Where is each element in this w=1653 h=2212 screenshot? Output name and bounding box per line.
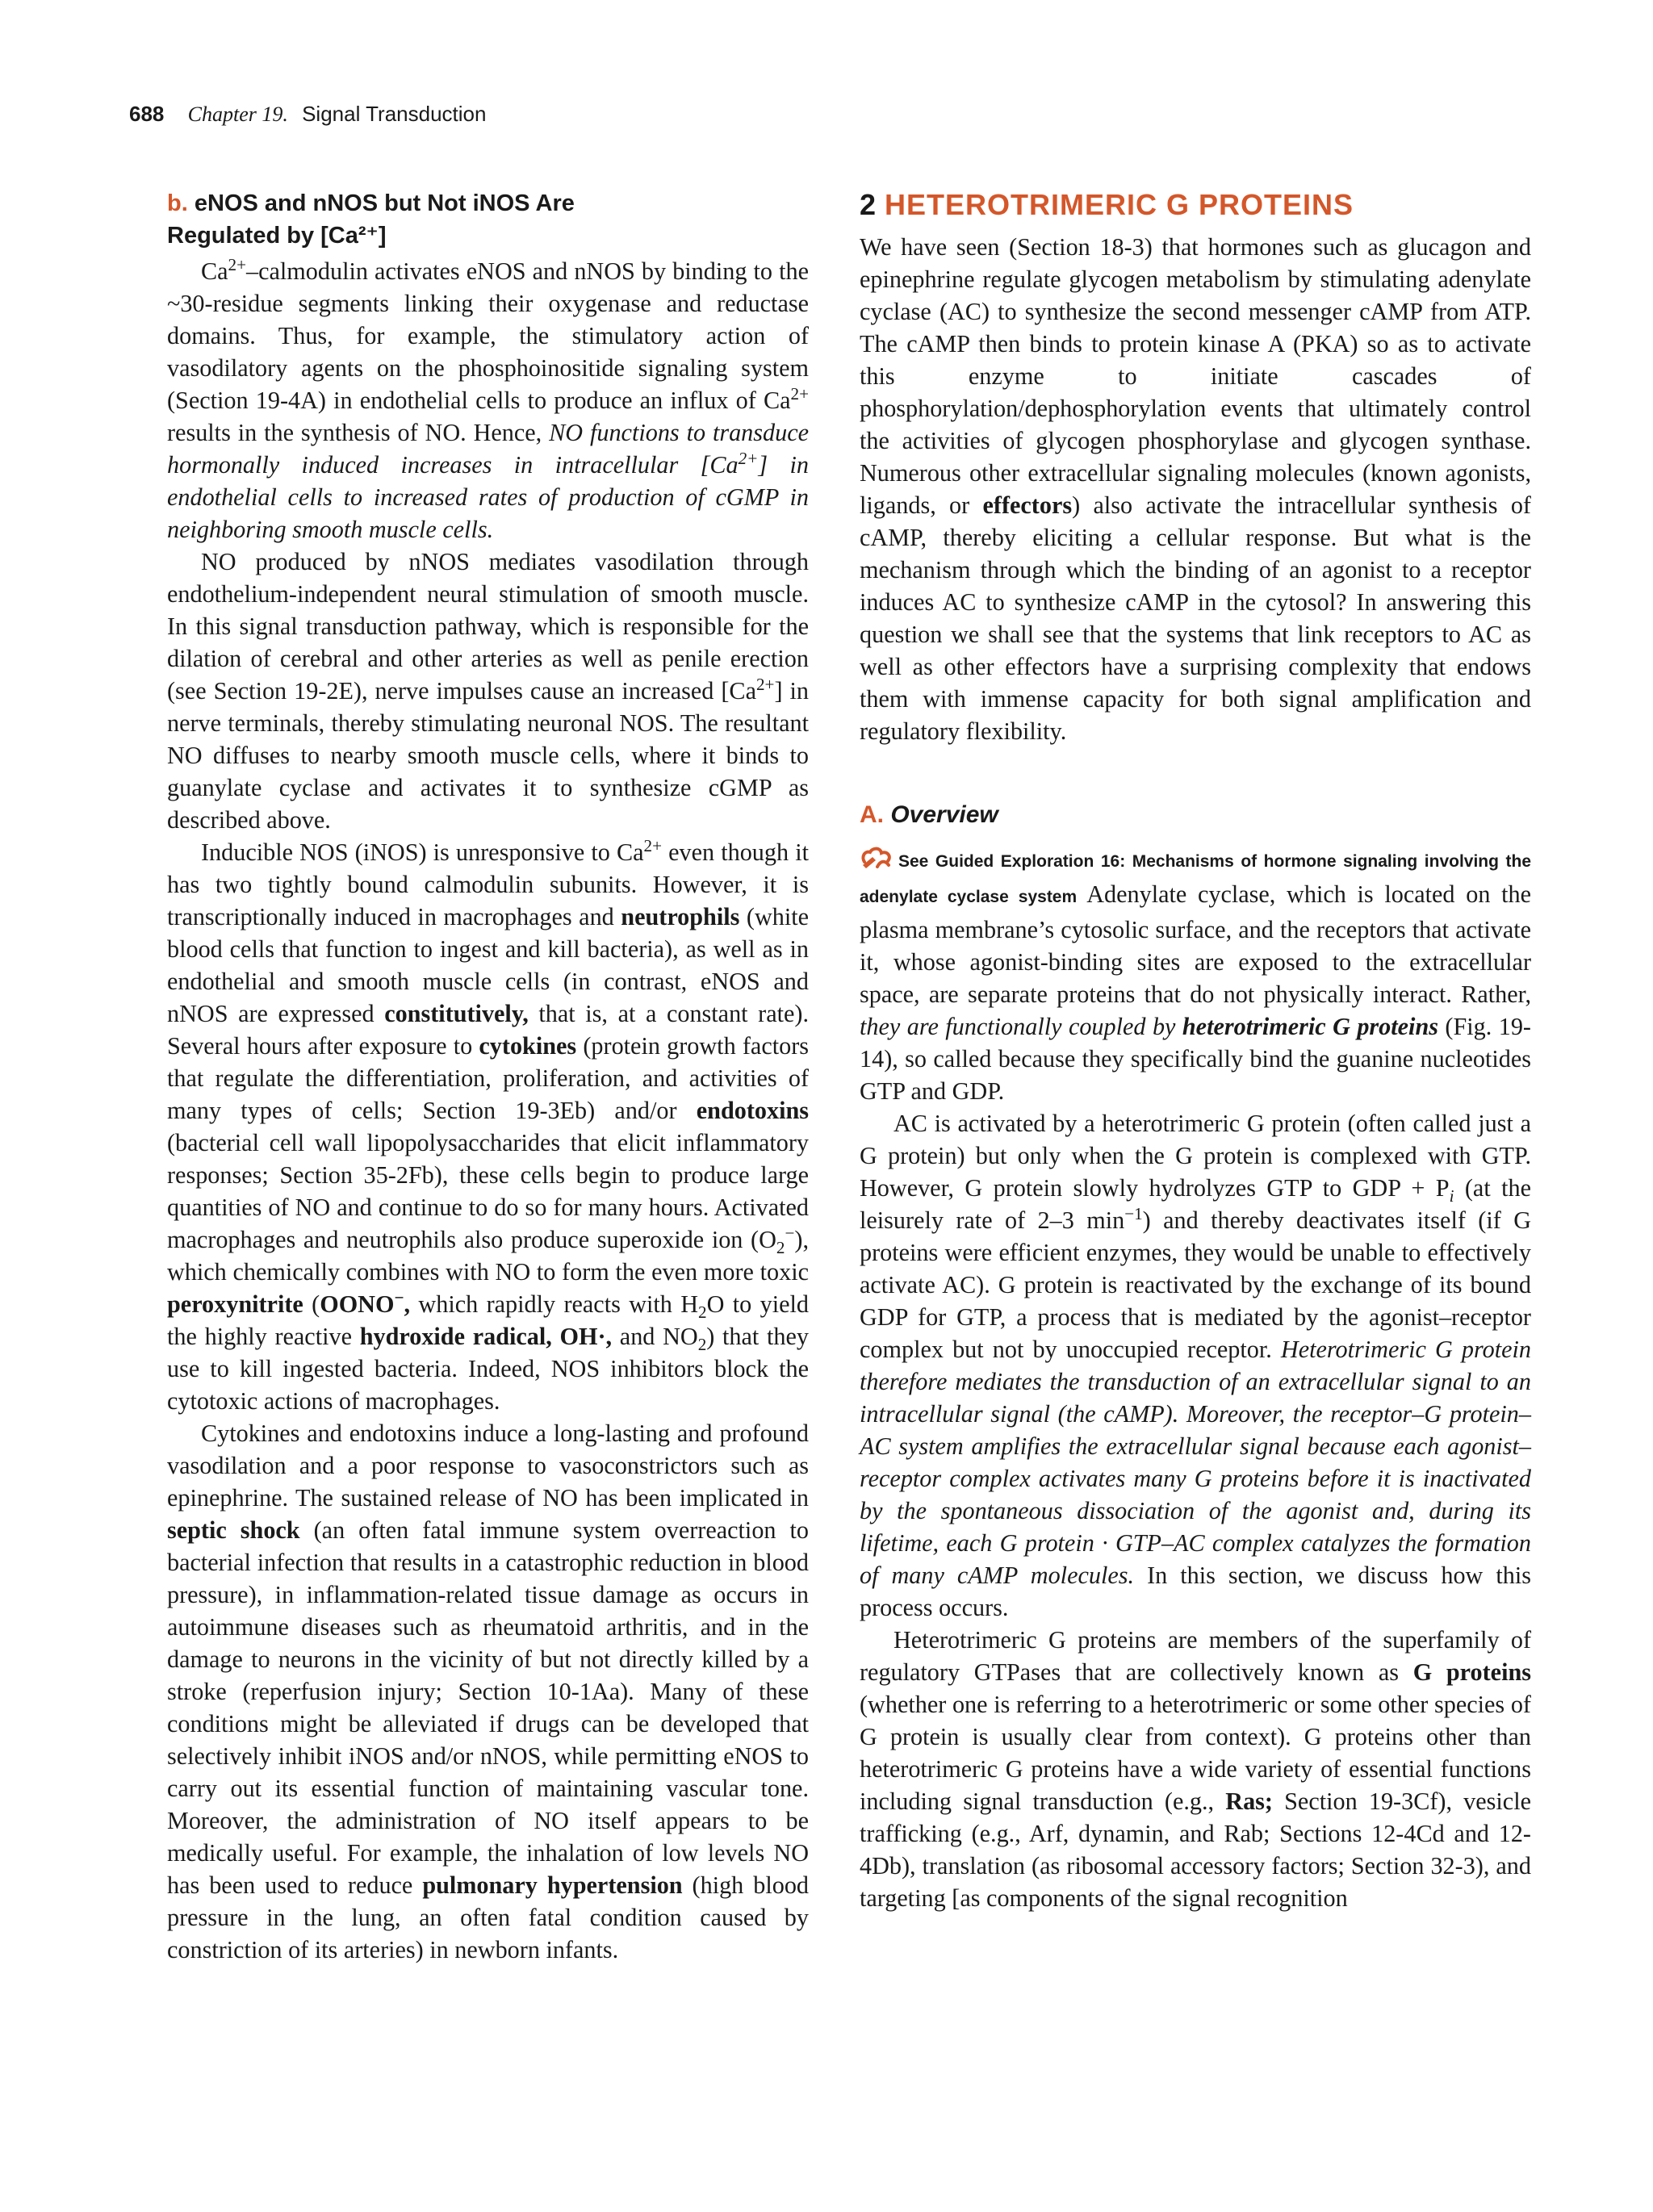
paragraph: NO produced by nNOS mediates vasodilation through endothelium-independent neural stimulation of smooth muscle. In this signal transduction pathway, which is responsible for the dilation of cerebral and other arteries as well as penile erection (see Section 19-2E), nerve impulses cause an increased $[Ca^{2+}]$ in nerve terminals, thereby stimulating neuronal NOS. The resultant NO diffuses to nearby smooth muscle cells, where it binds to guanylate cyclase and activates it to synthesize cGMP as described above. [167, 548, 809, 834]
subsection-letter: A. [860, 801, 884, 828]
paragraph: We have seen (Section 18-3) that hormones such as glucagon and epinephrine regulate glycogen metabolism by stimulating adenylate cyclase (AC) to synthesize the second messenger cAMP from ATP. The cAMP then binds to protein kinase A (PKA) so as to activate this enzyme to initiate cascades of phosphorylation/dephosphorylation events that ultimately control the activities of glycogen phosphorylase and glycogen synthase. Numerous other extracellular signaling molecules (known agonists, ligands, or effectors) also activate the intracellular synthesis of cAMP, thereby eliciting a cellular response. But what is the mechanism through which the binding of an agonist to a receptor induces AC to synthesize cAMP in the cytosol? In answering this question we shall see that the systems that link receptors to AC as well as other effectors have a surprising complexity that endows them with immense capacity for both signal amplification and regulatory flexibility. [860, 233, 1531, 745]
paragraph: AC is activated by a heterotrimeric G protein (often called just a G protein) but only when the G protein is complexed with GTP. However, G protein slowly hydrolyzes GTP to GDP + $P_i$ (at the leisurely rate of 2–3 $\min^{-1}$) and thereby deactivates itself (if G proteins were efficient enzymes, they would be unable to effectively activate AC). G protein is reactivated by the exchange of its bound GDP for GTP, a process that is mediated by the agonist–receptor complex but not by unoccupied receptor. Heterotrimeric G protein therefore mediates the transduction of an extracellular signal to an intracellular signal (the cAMP). Moreover, the receptor–G protein–AC system amplifies the extracellular signal because each agonist–receptor complex activates many G proteins before it is inactivated by the spontaneous dissociation of the agonist and, during its lifetime, each G protein · GTP–AC complex catalyzes the formation of many cAMP molecules. In this section, we discuss how this process occurs. [860, 1110, 1532, 1621]
chapter-label: Chapter 19. [187, 102, 288, 126]
running-header [129, 102, 486, 127]
subsection-title: Overview [890, 801, 998, 828]
subheading-letter: b. [167, 190, 188, 216]
guided-exploration-icon [860, 846, 893, 872]
paragraph: $Ca^{2+}$–calmodulin activates eNOS and nNOS by binding to the ~30-residue segments linking their oxygenase and reductase domains. Thus, for example, the stimulatory action of vasodilatory agents on the phosphoinositide signaling system (Section 19-4A) in endothelial cells to produce an influx of $Ca^{2+}$ results in the synthesis of NO. Hence, NO functions to transduce hormonally induced increases in intracellular $[Ca^{2+}]$ in endothelial cells to increased rates of production of cGMP in neighboring smooth muscle cells. [167, 254, 810, 543]
section-title: HETEROTRIMERIC G PROTEINS [885, 188, 1354, 221]
paragraph: Heterotrimeric G proteins are members of the superfamily of regulatory GTPases that are collectively known as G proteins (whether one is referring to a heterotrimeric or some other species of G protein is usually clear from context). G proteins other than heterotrimeric G proteins have a wide variety of essential functions including signal transduction (e.g., Ras; Section 19-3Cf), vesicle trafficking (e.g., Arf, dynamin, and Rab; Sections 12-4Cd and 12-4Db), translation (as ribosomal accessory factors; Section 32-3), and targeting [as components of the signal recognition [860, 1626, 1532, 1912]
subsection-heading [860, 799, 1531, 831]
left-column [167, 187, 809, 1966]
subheading-line1: eNOS and nNOS but Not iNOS Are [194, 190, 575, 216]
chapter-title: Signal Transduction [302, 102, 487, 126]
section-number: 2 [860, 188, 877, 221]
paragraph: See Guided Exploration 16: Mechanisms of hormone signaling involving the adenylate cyclase system Adenylate cyclase, which is located on the plasma membrane’s cytosolic surface, and the receptors that activate it, whose agonist-binding sites are exposed to the extracellular space, are separate proteins that do not physically interact. Rather, they are functionally coupled by heterotrimeric G proteins (Fig. 19-14), so called because they specifically bind the guanine nucleotides GTP and GDP. [860, 843, 1531, 1107]
right-column [860, 187, 1531, 1914]
section-heading [860, 187, 1531, 223]
paragraph: Inducible NOS (iNOS) is unresponsive to $Ca^{2+}$ even though it has two tightly bound calmodulin subunits. However, it is transcriptionally induced in macrophages and neutrophils (white blood cells that function to ingest and kill bacteria), as well as in endothelial and smooth muscle cells (in contrast, eNOS and nNOS are expressed constitutively, that is, at a constant rate). Several hours after exposure to cytokines (protein growth factors that regulate the differentiation, proliferation, and activities of many types of cells; Section 19-3Eb) and/or endotoxins (bacterial cell wall lipopolysaccharides that elicit inflammatory responses; Section 35-2Fb), these cells begin to produce large quantities of NO and continue to do so for many hours. Activated macrophages and neutrophils also produce superoxide ion $(O_2^-)$, which chemically combines with NO to form the even more toxic peroxynitrite (OONO−, which rapidly reacts with $H_2O$ to yield the highly reactive hydroxide radical, OH·, and $NO_2$) that they use to kill ingested bacteria. Indeed, NOS inhibitors block the cytotoxic actions of macrophages. [167, 835, 810, 1415]
subheading-b [167, 187, 809, 252]
paragraph: Cytokines and endotoxins induce a long-lasting and profound vasodilation and a poor response to vasoconstrictors such as epinephrine. The sustained release of NO has been implicated in septic shock (an often fatal immune system overreaction to bacterial infection that results in a catastrophic reduction in blood pressure), in inflammation-related tissue damage as occurs in autoimmune diseases such as rheumatoid arthritis, and in the damage to neurons in the vicinity of but not directly killed by a stroke (reperfusion injury; Section 10-1Aa). Many of these conditions might be alleviated if drugs can be developed that selectively inhibit iNOS and/or nNOS, while permitting eNOS to carry out its essential function of maintaining vascular tone. Moreover, the administration of NO itself appears to be medically useful. For example, the inhalation of low levels NO has been used to reduce pulmonary hypertension (high blood pressure in the lung, an often fatal condition caused by constriction of its arteries) in newborn infants. [167, 1420, 810, 1963]
page-number: 688 [129, 102, 165, 126]
guided-exploration-link[interactable]: See Guided Exploration 16: Mechanisms of hormone signaling involving the adenylate cyclase system [860, 852, 1531, 906]
subheading-line2: Regulated by [Ca²⁺] [167, 223, 387, 249]
